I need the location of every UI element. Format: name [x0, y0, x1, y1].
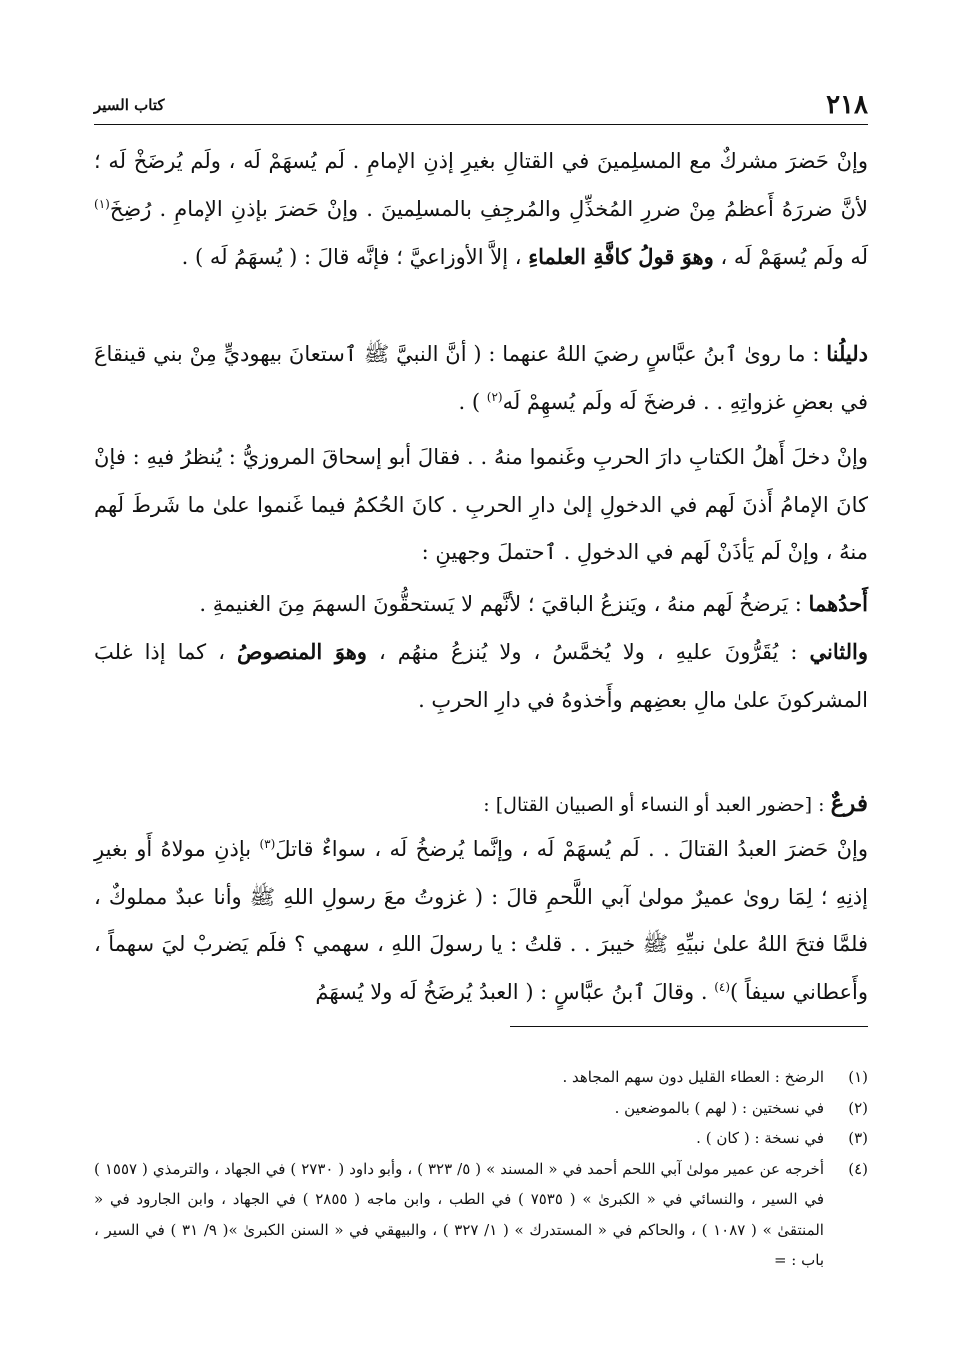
- footnote: (٢) في نسختين : ( لهم ) بالموضعين .: [614, 1098, 868, 1117]
- paragraph-ahl-al-kitab: وإنْ دخلَ أَهلُ الكتابِ دارَ الحربِ وغَنموا منهُ . . فقالَ أبو إسحاقَ المروزيُّ : يُنظرُ فيهِ : فإنْ كانَ الإمامُ أَذنَ لَهم في الدخولِ إلىٰ دارِ الحربِ . كانَ الحُكمُ فيما غَنموا علىٰ ما شَرطَ لَهم منهُ ، وإنْ لَم يَأذَنْ لَهم في الدخولِ . ٱحتملَ وجهينِ :: [94, 445, 868, 564]
- footnote-ref-4: (٤): [714, 979, 731, 994]
- header-rule: [94, 124, 868, 125]
- footnote: (٣) في نسخة : ( كان ) .: [696, 1129, 868, 1147]
- footnote: (٤) أخرجه عن عمير مولىٰ آبي اللحم أحمد في « المسند » ( ٥/ ٣٢٣ ) ، وأبو داود ( ٢٧٣٠ ) في الجهاد ، والترمذي ( ١٥٥٧ ) في السير ، والنسائي في « الكبرىٰ » ( ٧٥٣٥ ) في الطب ، وابن ماجه ( ٢٨٥٥ ) في الجهاد ، وابن الجارود في « المنتقىٰ » ( ١٠٨٧ ) ، والحاكم في « المستدرك » ( ١/ ٣٢٧ ) ، والبيهقي في « السنن الكبرىٰ »( ٩/ ٣١ ) في السير ، باب : =: [94, 1159, 868, 1269]
- footnote-ref-2: (٢): [486, 389, 503, 404]
- section-heading-far: فرعٌ : [حضور العبد أو النساء أو الصبيان القتال] :: [483, 790, 868, 817]
- running-header: [94, 90, 868, 122]
- footnotes: [94, 1062, 868, 1276]
- paragraph-slave: وإنْ حَضرَ العبدُ القتالَ . . لَم يُسهَمْ لَه ، وإنَّما يُرضخُ لَه ، سواءٌ قاتلَ$^{(٣)}$ بإذنِ مولاهُ أَو بغيرِ إذنِهِ ؛ لِمَا روىٰ عميرٌ مولىٰ آبي اللَّحمِ قالَ : ( غزوتُ معَ رسولِ اللهِ ﷺ وأنا عبدٌ مملوكٌ ، فلمَّا فتحَ اللهُ علىٰ نبيِّهِ ﷺ خيبرَ . . قلتُ : يا رسولَ اللهِ ، سهمي ؟ فلَم يَضربْ ليَ سهماً ، وأَعطاني سيفاً )$^{(٤)}$ . وقالَ ٱبنُ عبَّاسٍ : ( العبدُ يُرضَخُ لَه ولا يُسهَمُ: [94, 837, 868, 1004]
- footnote-ref-3: (٣): [259, 837, 276, 851]
- page-number: ٢١٨: [826, 90, 868, 120]
- book-title: كتاب السير: [94, 96, 165, 114]
- paragraph-dalil: دليلُنا : ما روىٰ ٱبنُ عبَّاسٍ رضيَ اللهُ عنهما : ( أنَّ النبيَّ ﷺ ٱستعانَ بيهوديٍّ مِنْ بني قينقاعَ في بعضِ غزواتِهِ . . فرضخَ لَه ولَم يُسهِمْ لَه$^{(٢)}$ ) .: [94, 341, 868, 414]
- paragraph-first-view: أَحدُهما : يَرضخُ لَهم منهُ ، ويَنزعُ الباقيَ ؛ لأنَّهم لا يَستحقُّونَ السهمَ مِنَ الغنيمةِ .: [199, 591, 868, 616]
- footnote-ref-1: (١): [94, 196, 110, 211]
- paragraph-second-view: والثاني : يُقَرُّونَ عليهِ ، ولا يُخمَّسُ ، ولا يُنزعُ منهُم ، وهوَ المنصوصُ ، كما إذا غلبَ المشركونَ علىٰ مالِ بعضِهم وأَخذوهُ في دارِ الحربِ .: [94, 639, 868, 712]
- footnote-rule: [510, 1026, 868, 1027]
- footnote: (١) الرضخ : العطاء القليل دون سهم المجاهد .: [562, 1068, 868, 1086]
- paragraph-mushrik: وإنْ حَضرَ مشركٌ مع المسلِمينَ في القتالِ بغيرِ إذنِ الإمامِ . لَم يُسهَمْ لَه ، ولَم يُرضَخْ لَه ؛ لأنَّ ضررَهُ أَعظمُ مِنْ ضررِ المُخذِّلِ والمُرجِفِ بالمسلِمينَ . وإنْ حَضرَ بإذنِ الإمامِ . رُضِخَ$^{(١)}$ لَه ولَم يُسهَمْ لَه ، وهوَ قولُ كافَّةِ العلماءِ ، إلاَّ الأوزاعيَّ ؛ فإنَّه قالَ : ( يُسهَمُ لَه ) .: [94, 149, 868, 269]
